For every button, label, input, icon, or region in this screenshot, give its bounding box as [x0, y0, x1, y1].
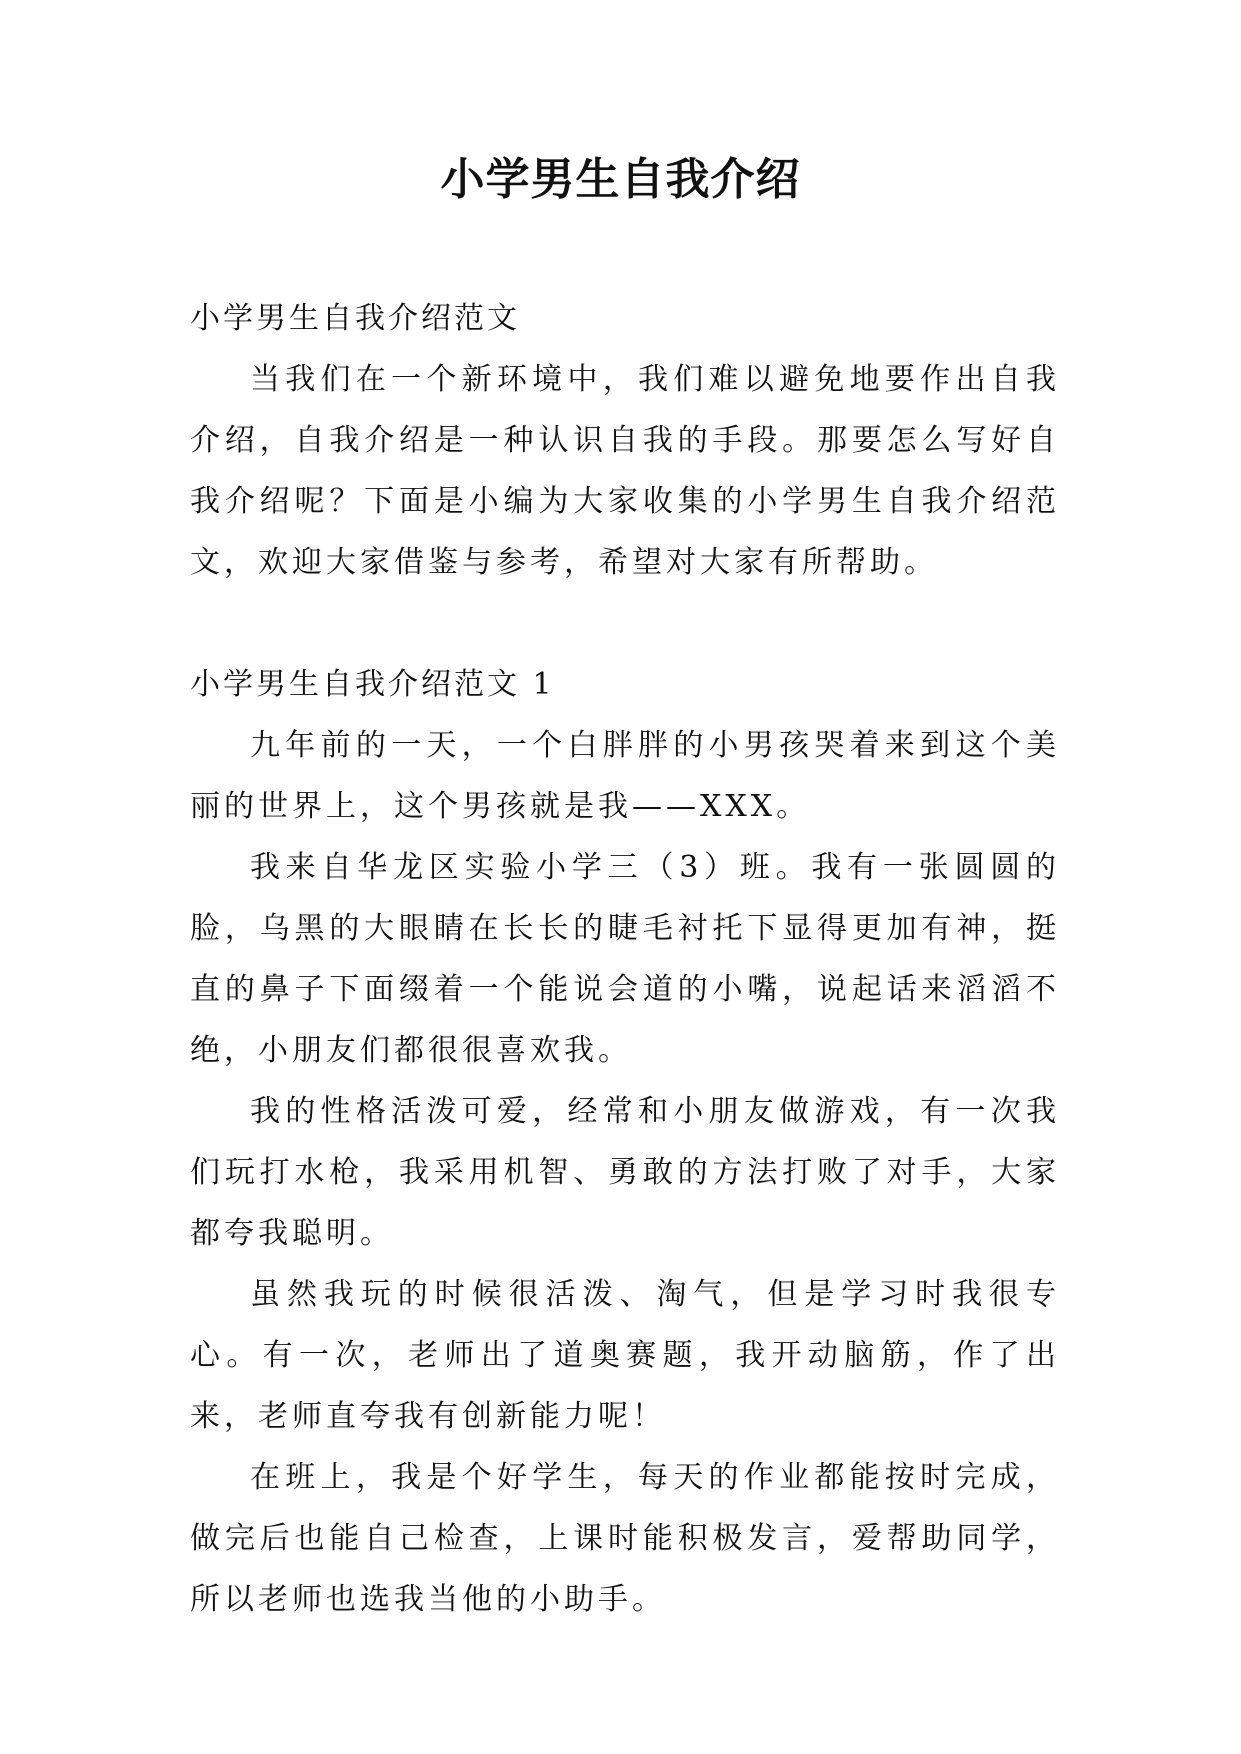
body-paragraph: 九年前的一天，一个白胖胖的小男孩哭着来到这个美丽的世界上，这个男孩就是我——XXX。 [190, 728, 1060, 824]
body-paragraph: 在班上，我是个好学生，每天的作业都能按时完成，做完后也能自己检查，上课时能积极发言，爱帮助同学，所以老师也选我当他的小助手。 [190, 1460, 1060, 1617]
paragraph-gap [190, 593, 1060, 654]
intro-paragraph: 当我们在一个新环境中，我们难以避免地要作出自我介绍，自我介绍是一种认识自我的手段。那要怎么写好自我介绍呢？下面是小编为大家收集的小学男生自我介绍范文，欢迎大家借鉴与参考，希望对大家有所帮助。 [190, 362, 1060, 580]
document-title: 小学男生自我介绍 [440, 154, 801, 205]
section-heading: 小学男生自我介绍范文 1 [190, 667, 555, 702]
document-body [190, 288, 1060, 1630]
body-paragraph: 我来自华龙区实验小学三（3）班。我有一张圆圆的脸，乌黑的大眼睛在长长的睫毛衬托下显得更加有神，挺直的鼻子下面缀着一个能说会道的小嘴，说起话来滔滔不绝，小朋友们都很很喜欢我。 [190, 850, 1060, 1068]
section-heading: 小学男生自我介绍范文 [190, 301, 520, 336]
body-paragraph: 虽然我玩的时候很活泼、淘气，但是学习时我很专心。有一次，老师出了道奥赛题，我开动脑筋，作了出来，老师直夸我有创新能力呢！ [190, 1277, 1060, 1434]
body-paragraph: 我的性格活泼可爱，经常和小朋友做游戏，有一次我们玩打水枪，我采用机智、勇敢的方法打败了对手，大家都夸我聪明。 [190, 1094, 1060, 1251]
